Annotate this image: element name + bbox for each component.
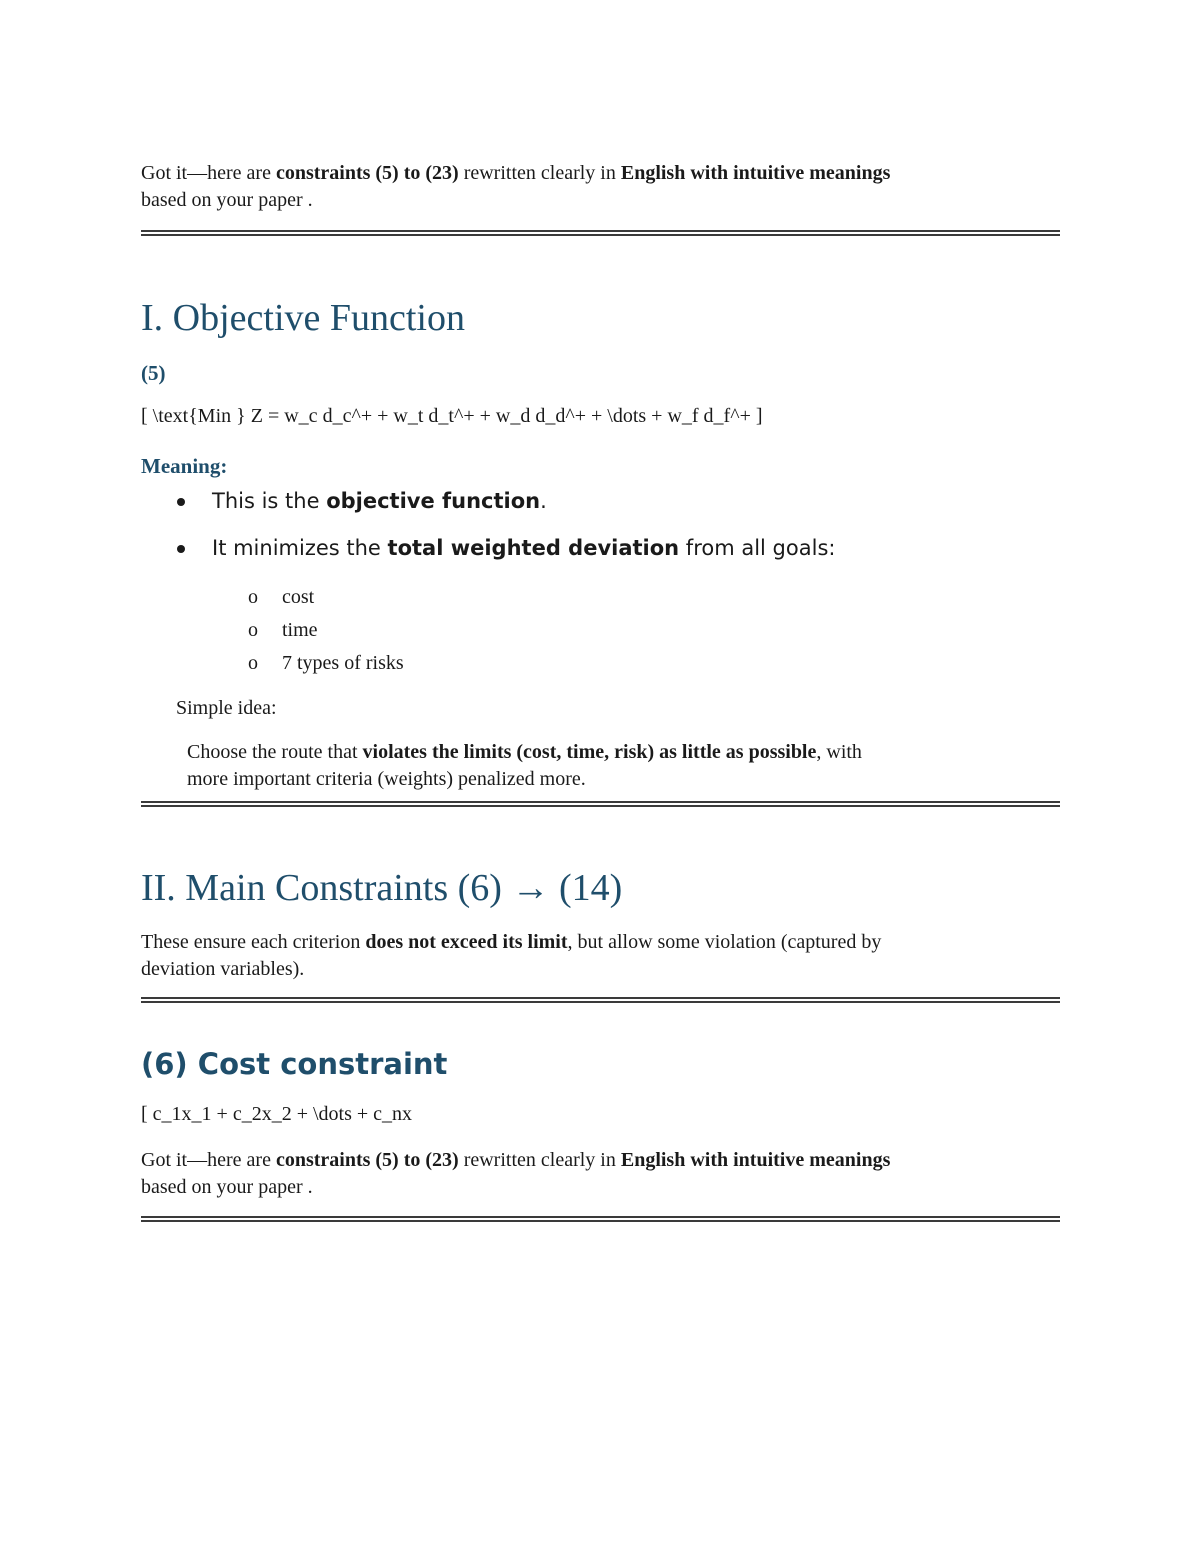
goals-sublist — [141, 581, 1060, 680]
horizontal-rule — [141, 997, 1060, 1003]
sub-item-cost: o cost — [141, 581, 1060, 614]
intro-text-3: based on your paper . — [141, 189, 313, 211]
repeat-intro-paragraph: Got it—here are constraints (5) to (23) rewritten clearly in English with intuitive meanings based on your paper . — [141, 1149, 891, 1198]
bullet-dot-icon — [177, 545, 185, 553]
meaning-bullets — [141, 487, 1060, 562]
bullet-item: This is the objective function. — [141, 487, 1060, 515]
meaning-label: Meaning: — [141, 454, 228, 478]
bullet-item: It minimizes the total weighted deviation from all goals: — [141, 534, 1060, 562]
section-title-main-constraints: II. Main Constraints (6) → (14) — [141, 867, 623, 909]
circle-bullet-icon: o — [248, 652, 258, 674]
circle-bullet-icon: o — [248, 586, 258, 608]
simple-idea-quote: Choose the route that violates the limits (cost, time, risk) as little as possible, with more important criteria (weights) penalized more. — [187, 741, 862, 790]
horizontal-rule — [141, 230, 1060, 236]
cost-equation: [ c_1x_1 + c_2x_2 + \dots + c_nx — [141, 1103, 413, 1125]
circle-bullet-icon: o — [248, 619, 258, 641]
intro-text-1: Got it—here are — [141, 162, 276, 184]
intro-bold-2: English with intuitive meanings — [620, 162, 891, 184]
main-constraints-paragraph: These ensure each criterion does not exceed its limit, but allow some violation (captured by deviation variables). — [141, 931, 882, 980]
sub-item-risks: o 7 types of risks — [141, 647, 1060, 680]
section-title-objective: I. Objective Function — [141, 297, 465, 339]
bullet-dot-icon — [177, 498, 185, 506]
intro-bold-1: constraints (5) to (23) — [275, 162, 459, 184]
intro-text-2: rewritten clearly in — [458, 162, 621, 184]
horizontal-rule — [141, 1216, 1060, 1222]
objective-equation: [ \text{Min } Z = w_c d_c^+ + w_t d_t^+ + w_d d_d^+ + \dots + w_f d_f^+ ] — [141, 405, 763, 427]
sub-item-time: o time — [141, 614, 1060, 647]
simple-idea-label: Simple idea: — [176, 697, 277, 719]
equation-number: (5) — [141, 361, 166, 385]
horizontal-rule — [141, 801, 1060, 807]
section-title-cost-constraint: (6) Cost constraint — [141, 1047, 448, 1081]
intro-paragraph — [141, 160, 890, 214]
